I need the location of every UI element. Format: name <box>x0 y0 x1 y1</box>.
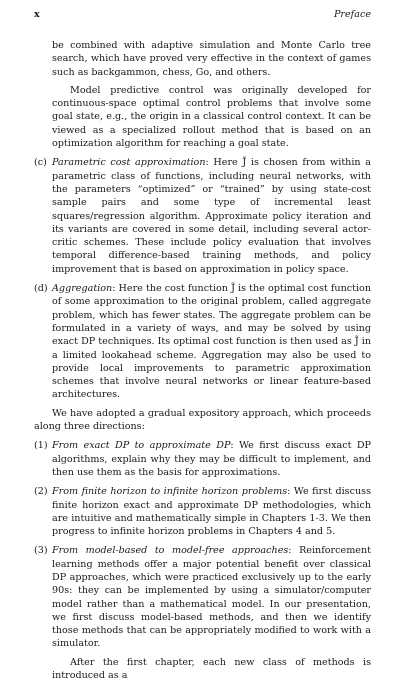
list-item-3 <box>34 544 371 650</box>
list-label: (d) <box>34 283 48 295</box>
closing-paragraph: After the first chapter, each new class of methods is introduced as a <box>52 656 371 682</box>
closing-block <box>34 656 371 682</box>
list-item-title: From finite horizon to infinite horizon problems <box>52 486 288 498</box>
list-item-title: Aggregation <box>52 283 113 295</box>
list-item-text: : We first discuss exact DP algorithms, explain why they may be difficult to implement, and then use them as the basis for approximations. <box>52 440 371 478</box>
list-item-text: : Here J̃ is chosen from within a parametric class of functions, including neural networks, with the parameters “optimized” or “trained” by using state-cost sample pairs and some type of incremental least squares/regression algorithm. Approximate policy iteration and its variants are covered in some detail, including several actor-critic schemes. These include policy evaluation that involves temporal difference-based training methods, and policy improvement that is based on approximation in policy space. <box>52 157 371 275</box>
list-item-text: : Reinforcement learning methods offer a major potential benefit over classical DP approaches, which were practiced exclusively up to the early 90s: they can be implemented by using a simulator/computer model rather than a mathematical model. In our presentation, we first discuss model-based methods, and then we identify those methods that can be appropriately modified to work with a simulator. <box>52 545 372 650</box>
list-item-text: : Here the cost function J̃ is the optimal cost function of some approximation to the original problem, called aggregate problem, which has fewer states. The aggregate problem can be formulated in a variety of ways, and may be solved by using exact DP techniques. Its optimal cost function is then used as J̃ in a limited lookahead scheme. Aggregation may also be used to provide local improvements to parametric approximation schemes that involve neural networks or linear feature-based architectures. <box>52 283 372 401</box>
list-item-title: From exact DP to approximate DP <box>52 440 231 452</box>
list-item-c <box>34 156 371 276</box>
page-body <box>34 39 371 682</box>
page-number: x <box>34 9 40 20</box>
continuation-paragraph: be combined with adaptive simulation and Monte Carlo tree search, which have proved very effective in the context of games such as backgammon, chess, Go, and others. <box>52 40 371 78</box>
running-title: Preface <box>333 9 371 20</box>
continuation-block <box>34 39 371 150</box>
mpc-paragraph: Model predictive control was originally developed for continuous-space optimal control problems that involve some goal state, e.g., the origin in a classical control context. It can be viewed as a specialized rollout method that is based on an optimization algorithm for reaching a goal state. <box>52 84 371 150</box>
list-label: (c) <box>34 157 47 169</box>
approach-paragraph: We have adopted a gradual expository approach, which proceeds along three directions: <box>34 407 371 433</box>
list-item-title: From model-based to model-free approaches <box>52 545 289 557</box>
list-label: (2) <box>34 486 48 498</box>
list-item-2 <box>34 485 371 538</box>
list-label: (3) <box>34 545 48 557</box>
list-item-title: Parametric cost approximation <box>52 157 206 169</box>
list-item-1 <box>34 439 371 479</box>
list-item-text: : We first discuss finite horizon exact and approximate DP methodologies, which are intuitive and mathematically simple in Chapters 1-3. We then progress to infinite horizon problems in Chapters 4 and 5. <box>52 486 371 538</box>
list-label: (1) <box>34 440 48 452</box>
list-item-d <box>34 282 371 402</box>
running-header <box>34 8 371 22</box>
